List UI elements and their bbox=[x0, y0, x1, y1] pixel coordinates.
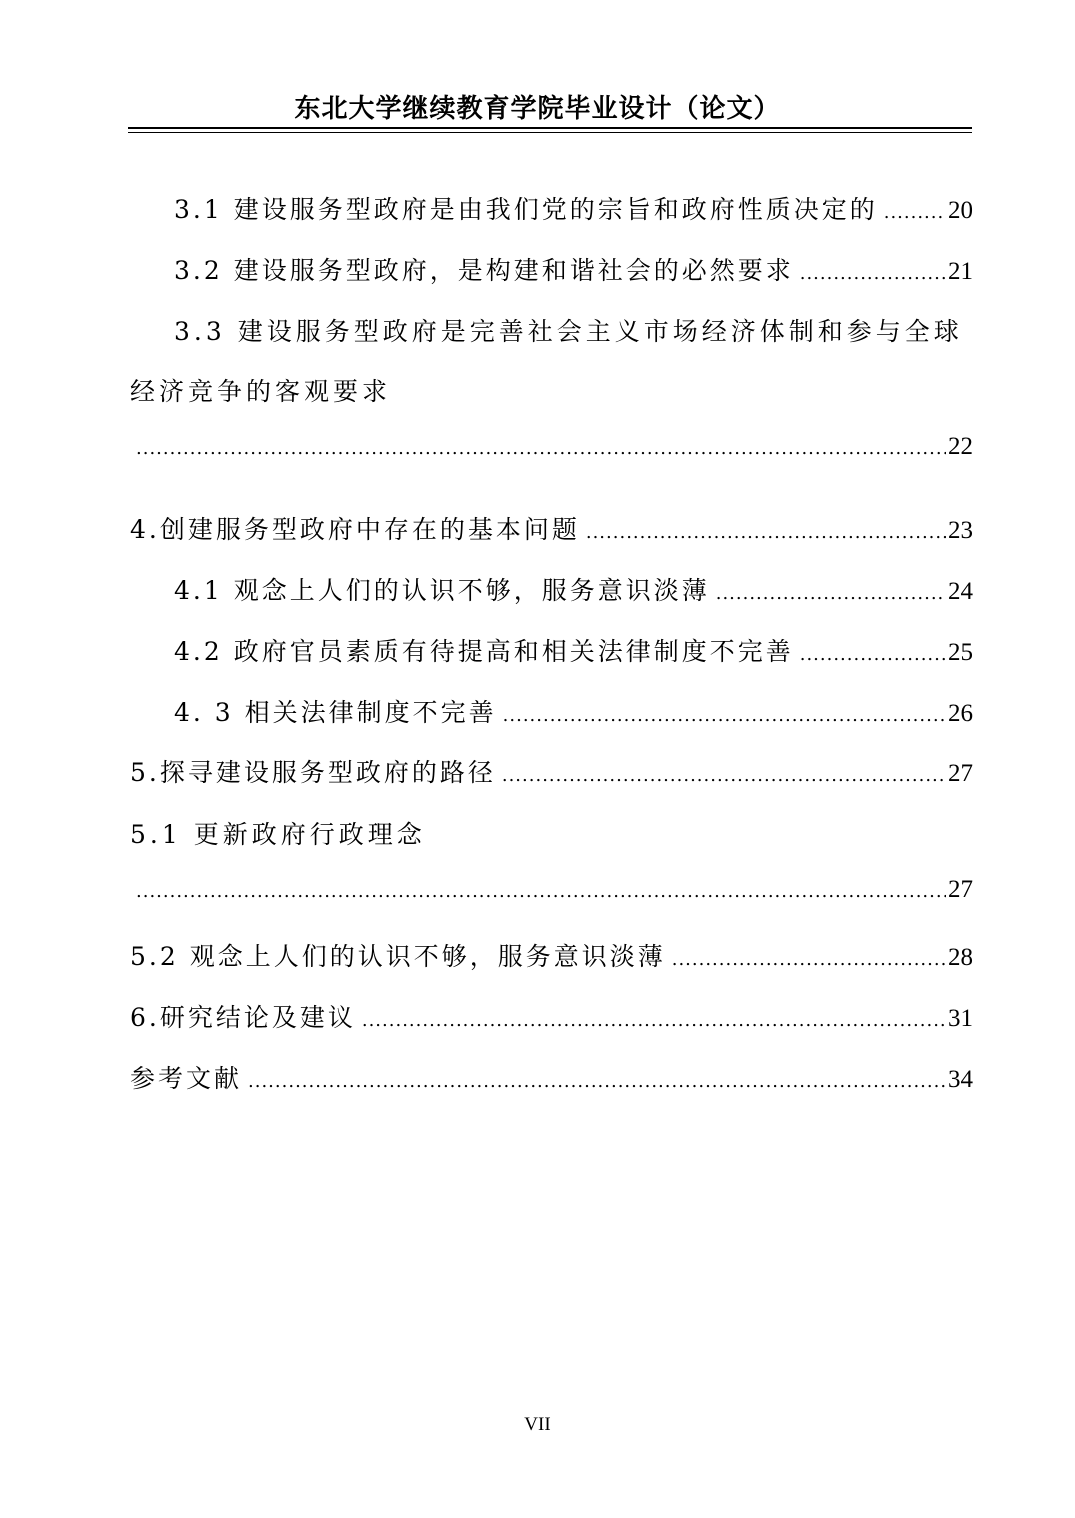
toc-entry-label: 4.1 观念上人们的认识不够，服务意识淡薄 bbox=[174, 576, 710, 605]
toc-leader-dots bbox=[503, 705, 946, 726]
toc-page-number: 27 bbox=[948, 876, 973, 903]
toc-entry-4-1[interactable] bbox=[174, 571, 973, 611]
toc-page-number: 24 bbox=[948, 578, 973, 605]
toc-page-number: 31 bbox=[948, 1005, 973, 1032]
toc-page-number: 26 bbox=[948, 700, 973, 727]
toc-leader-dots bbox=[136, 438, 946, 459]
toc-entry-3-3-line2[interactable] bbox=[130, 372, 973, 412]
toc-leader-dots bbox=[502, 765, 946, 786]
toc-entry-4-3[interactable] bbox=[174, 693, 973, 733]
toc-page-number: 22 bbox=[948, 433, 973, 460]
toc-leader-dots bbox=[362, 1010, 946, 1031]
toc-entry-4-2[interactable] bbox=[174, 632, 973, 672]
toc-leader-dots bbox=[800, 263, 946, 284]
toc-entry-5[interactable] bbox=[130, 753, 973, 793]
toc-leader-dots bbox=[800, 644, 946, 665]
toc-entry-label: 参考文献 bbox=[130, 1064, 243, 1093]
page-header-title: 东北大学继续教育学院毕业设计（论文） bbox=[294, 94, 781, 124]
page-number-footer: VII bbox=[524, 1414, 551, 1435]
toc-entry-references[interactable] bbox=[130, 1059, 973, 1099]
toc-entry-label: 3.1 建设服务型政府是由我们党的宗旨和政府性质决定的 bbox=[174, 195, 878, 224]
toc-entry-label: 经济竞争的客观要求 bbox=[130, 377, 392, 406]
toc-entry-label: 3.3 建设服务型政府是完善社会主义市场经济体制和参与全球 bbox=[174, 317, 963, 346]
toc-entry-3-3-line1[interactable] bbox=[174, 312, 973, 352]
toc-page-number: 27 bbox=[948, 760, 973, 787]
toc-entry-3-3-page-line[interactable] bbox=[130, 433, 973, 473]
toc-entry-label: 4.创建服务型政府中存在的基本问题 bbox=[130, 515, 580, 544]
toc-entry-5-1-line1[interactable] bbox=[130, 815, 973, 855]
toc-leader-dots bbox=[672, 949, 946, 970]
toc-leader-dots bbox=[884, 202, 946, 223]
toc-leader-dots bbox=[248, 1071, 946, 1092]
toc-page-number: 28 bbox=[948, 944, 973, 971]
toc-page-number: 25 bbox=[948, 639, 973, 666]
toc-leader-dots bbox=[586, 522, 946, 543]
toc-entry-3-2[interactable] bbox=[174, 251, 973, 291]
toc-leader-dots bbox=[136, 881, 946, 902]
toc-page-number: 34 bbox=[948, 1066, 973, 1093]
toc-entry-label: 5.2 观念上人们的认识不够，服务意识淡薄 bbox=[130, 942, 666, 971]
toc-entry-label: 5.探寻建设服务型政府的路径 bbox=[130, 758, 496, 787]
toc-entry-3-1[interactable] bbox=[174, 190, 973, 230]
toc-page-number: 23 bbox=[948, 517, 973, 544]
header-rule-thin bbox=[128, 132, 972, 133]
header-rule-thick bbox=[128, 127, 972, 129]
toc-entry-4[interactable] bbox=[130, 510, 973, 550]
toc-entry-label: 5.1 更新政府行政理念 bbox=[130, 820, 426, 849]
toc-entry-5-2[interactable] bbox=[130, 937, 973, 977]
toc-entry-label: 3.2 建设服务型政府，是构建和谐社会的必然要求 bbox=[174, 256, 794, 285]
toc-entry-5-1-page-line[interactable] bbox=[130, 876, 973, 916]
toc-entry-label: 4.2 政府官员素质有待提高和相关法律制度不完善 bbox=[174, 637, 794, 666]
toc-page-number: 20 bbox=[948, 197, 973, 224]
toc-page-number: 21 bbox=[948, 258, 973, 285]
toc-entry-6[interactable] bbox=[130, 998, 973, 1038]
toc-leader-dots bbox=[716, 583, 946, 604]
toc-entry-label: 6.研究结论及建议 bbox=[130, 1003, 356, 1032]
toc-entry-label: 4. 3 相关法律制度不完善 bbox=[174, 698, 497, 727]
